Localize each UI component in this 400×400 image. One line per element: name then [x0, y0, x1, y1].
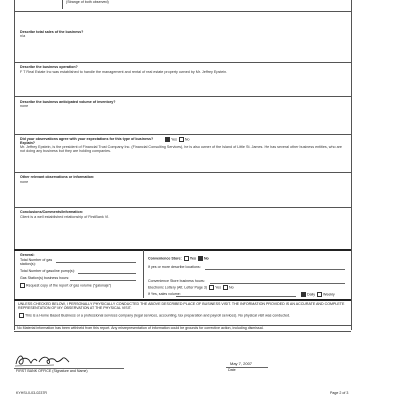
lottery-no-label: No: [229, 285, 234, 290]
convenience-hours-field[interactable]: [210, 283, 345, 284]
observations-yes-checkbox[interactable]: [165, 137, 170, 142]
gas-station-hours-field[interactable]: [70, 280, 136, 281]
officer-signature: [14, 352, 72, 368]
divider: [14, 62, 351, 63]
gas-pump-count-field[interactable]: [78, 273, 136, 274]
daily-label: Daily: [307, 292, 315, 297]
operation-label: Describe the business operation?: [20, 65, 78, 69]
date-label: Date: [228, 368, 236, 372]
section-divider: [14, 299, 351, 301]
convenience-no-checkbox[interactable]: [198, 256, 203, 261]
lottery-row: [148, 285, 234, 290]
observations-no-label: No: [184, 137, 190, 142]
operation-answer: F T Real Estate Inc was established to handle the management and rental of real estate property owned by Mr. Jeffrey Epstein.: [20, 70, 228, 74]
conclusions-label: Conclusions/Comments/Information:: [20, 210, 84, 214]
page-number: Page 2 of 3: [330, 391, 349, 395]
divider: [14, 96, 351, 97]
sales-volume-field[interactable]: [176, 296, 296, 297]
gas-station-count-label: Total Number of gas: [20, 258, 53, 262]
top-fragment-text: (Strange of both observed): [66, 0, 109, 4]
gas-station-count-label-2: station(s):: [20, 262, 36, 266]
locations-label: If yes or more describe locations:: [148, 265, 201, 269]
total-sales-answer: n/a: [20, 34, 26, 38]
conclusions-answer: Client is a well established relationship of FirstBank VI.: [20, 215, 110, 219]
home-based-row: [18, 313, 348, 318]
observations-yes-no: [164, 137, 189, 142]
divider: [14, 172, 351, 173]
volume-period-row: [300, 292, 335, 297]
daily-checkbox[interactable]: [301, 292, 306, 297]
inventory-label: Describe the business anticipated volume of inventory?: [20, 100, 116, 104]
officer-signature-label: FIRST BANK OFFICE (Signature and Name): [16, 369, 88, 373]
request-copy-option: [19, 283, 111, 288]
observations-label: Did your observations agree with your expectations for this type of business?: [20, 137, 154, 141]
gas-station-hours-label: Gas Station(s) business hours:: [20, 276, 70, 280]
section-divider: [14, 249, 351, 251]
divider: [14, 11, 351, 12]
material-note: No Material information has been withheld from this report. Any misrepresentation of information could be grounds for corrective action, including dismissal.: [17, 326, 264, 330]
sales-volume-label: If Yes, sales volume:: [148, 292, 181, 296]
general-heading: General:: [20, 253, 35, 257]
divider: [14, 207, 351, 208]
form-border-right: [351, 0, 352, 330]
home-based-checkbox[interactable]: [19, 313, 24, 318]
request-copy-checkbox[interactable]: [20, 283, 25, 288]
convenience-yes-label: Yes: [189, 256, 196, 261]
lottery-yes-checkbox[interactable]: [209, 285, 214, 290]
convenience-yes-checkbox[interactable]: [184, 256, 189, 261]
column-divider: [143, 250, 144, 298]
form-code: KYHSI-0-03-0237R: [16, 391, 47, 395]
convenience-store-row: [148, 256, 209, 261]
observations-answer: Mr. Jeffrey Epstein, is the president of Financial Trust Company Inc. (Financial Consulting Services), he is also owner of the Island of Little St. James. He has several other business entities, who are not doing any business but they are holding companies.: [20, 145, 342, 154]
convenience-hours-label: Convenience Store business hours:: [148, 279, 205, 283]
locations-field[interactable]: [205, 269, 345, 270]
divider: [14, 331, 351, 332]
total-sales-label: Describe total sales of the business?: [20, 30, 84, 34]
gas-pump-count-label: Total Number of gasoline pump(s):: [20, 269, 75, 273]
inventory-answer: none: [20, 104, 29, 108]
certification-text: UNLESS CHECKED BELOW, I PERSONALLY PHYSICALLY CONDUCTED THE ABOVE DESCRIBED PLACE OF BUSINESS VISIT. THE INFORMATION PROVIDED IS AN ACCURATE AND COMPLETE REPRESENTATION OF MY OBSERVATION AT THE PHYSICAL VISIT.: [18, 302, 345, 311]
lottery-yes-label: Yes: [215, 285, 221, 290]
other-observations-label: Other relevant observations or information:: [20, 175, 95, 179]
form-border-left: [14, 0, 15, 330]
request-copy-label: Request copy of the report of gas volume ("galonaje"): [26, 283, 112, 288]
lottery-label: Electronic Lottery (Att. Letter Page 3): [148, 285, 208, 290]
observations-no-checkbox[interactable]: [179, 137, 184, 142]
divider: [14, 134, 351, 135]
weekly-label: Weekly: [323, 292, 335, 297]
convenience-no-label: No: [203, 256, 209, 261]
convenience-store-label: Convenience Store:: [148, 256, 182, 261]
home-based-text: This is a Home Based Business or a professional services company (legal services, accounting, tax preparation and payroll services). No physical visit was conducted.: [25, 313, 291, 318]
top-cell-divider: [62, 0, 63, 9]
lottery-no-checkbox[interactable]: [223, 285, 228, 290]
other-observations-answer: none: [20, 180, 29, 184]
date-value: May 7, 2007: [230, 361, 253, 366]
observations-explain-label: Explain?: [20, 141, 35, 145]
gas-station-count-field[interactable]: [56, 262, 136, 263]
weekly-checkbox[interactable]: [317, 292, 322, 297]
observations-yes-label: Yes: [171, 137, 177, 142]
